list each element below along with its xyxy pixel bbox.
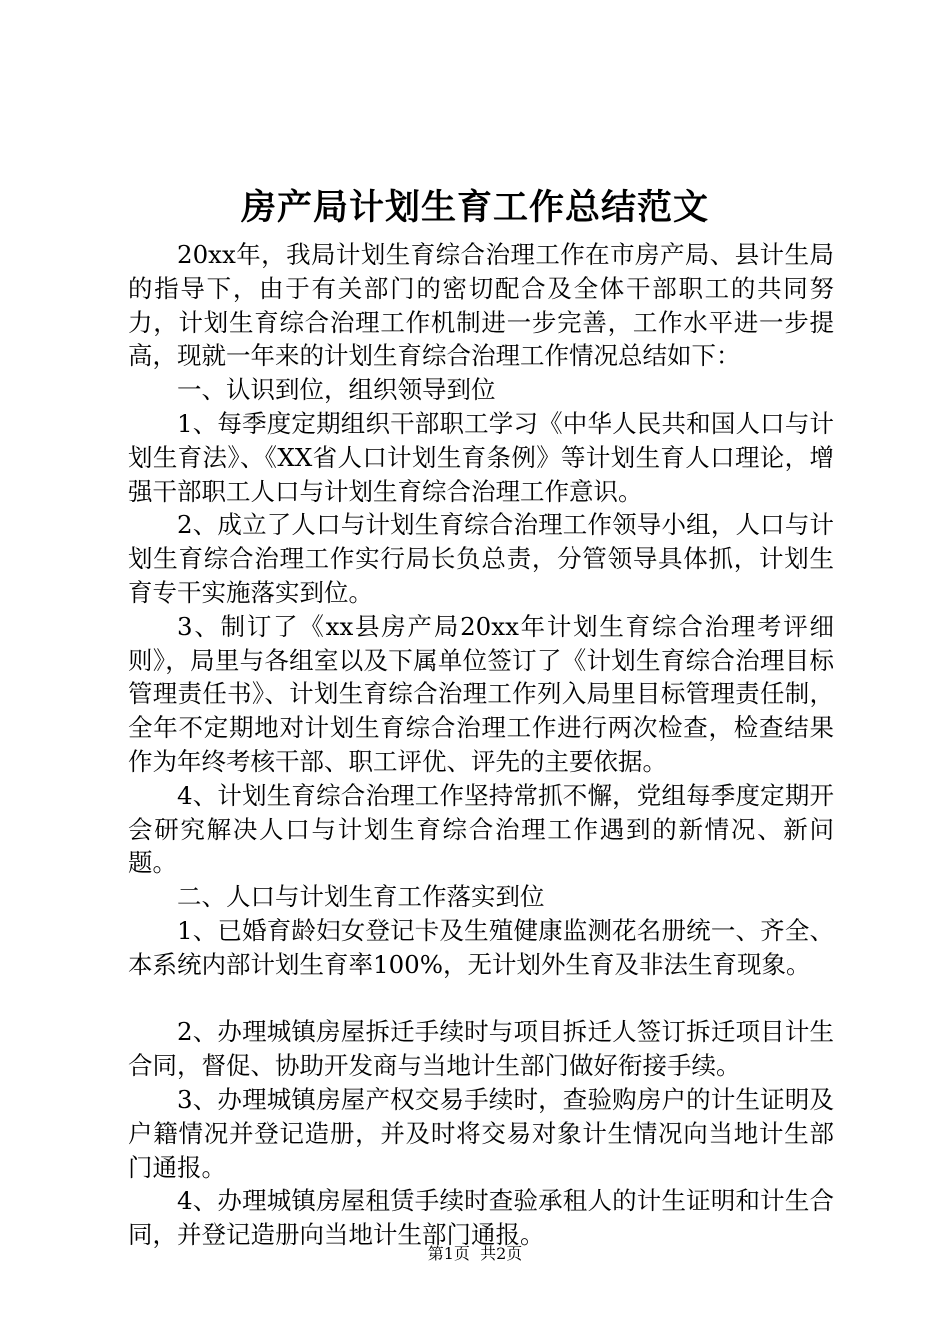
section-1-item-3: 3、制订了《xx县房产局20xx年计划生育综合治理考评细则》，局里与各组室以及下属单位签订了《计划生育综合治理目标管理责任书》、计划生育综合治理工作列入局里目标管理责任制，全年不定期地对计划生育综合治理工作进行两次检查，检查结果作为年终考核干部、职工评优、评先的主要依据。	[128, 611, 834, 776]
section-2-item-3: 3、办理城镇房屋产权交易手续时，查验购房户的计生证明及户籍情况并登记造册，并及时将交易对象计生情况向当地计生部门通报。	[128, 1084, 834, 1182]
page-number: 第1页	[427, 1244, 470, 1263]
section-2-item-2: 2、办理城镇房屋拆迁手续时与项目拆迁人签订拆迁项目计生合同，督促、协助开发商与当地计生部门做好衔接手续。	[128, 1017, 834, 1081]
section-1-item-2: 2、成立了人口与计划生育综合治理工作领导小组，人口与计划生育综合治理工作实行局长负总责，分管领导具体抓，计划生育专干实施落实到位。	[128, 510, 834, 607]
section-1-item-4: 4、计划生育综合治理工作坚持常抓不懈，党组每季度定期开会研究解决人口与计划生育综合治理工作遇到的新情况、新问题。	[128, 780, 834, 878]
footer-spacer	[470, 1244, 480, 1263]
total-pages: 共2页	[480, 1244, 523, 1263]
intro-paragraph: 20xx年，我局计划生育综合治理工作在市房产局、县计生局的指导下，由于有关部门的密切配合及全体干部职工的共同努力，计划生育综合治理工作机制进一步完善，工作水平进一步提高，现就一年来的计划生育综合治理工作情况总结如下：	[128, 240, 834, 371]
section-2-item-4: 4、办理城镇房屋租赁手续时查验承租人的计生证明和计生合同，并登记造册向当地计生部门通报。	[128, 1186, 834, 1250]
document-title: 房产局计划生育工作总结范文	[240, 187, 709, 228]
page-footer	[0, 1244, 950, 1264]
section-heading-1: 一、认识到位，组织领导到位	[177, 375, 496, 405]
document-body	[128, 238, 834, 1252]
section-heading-2: 二、人口与计划生育工作落实到位	[177, 882, 545, 912]
section-2-item-1: 1、已婚育龄妇女登记卡及生殖健康监测花名册统一、齐全、本系统内部计划生育率100%，无计划外生育及非法生育现象。	[128, 915, 834, 979]
section-1-item-1: 1、每季度定期组织干部职工学习《中华人民共和国人口与计划生育法》、《XX省人口计划生育条例》等计划生育人口理论，增强干部职工人口与计划生育综合治理工作意识。	[128, 408, 834, 506]
